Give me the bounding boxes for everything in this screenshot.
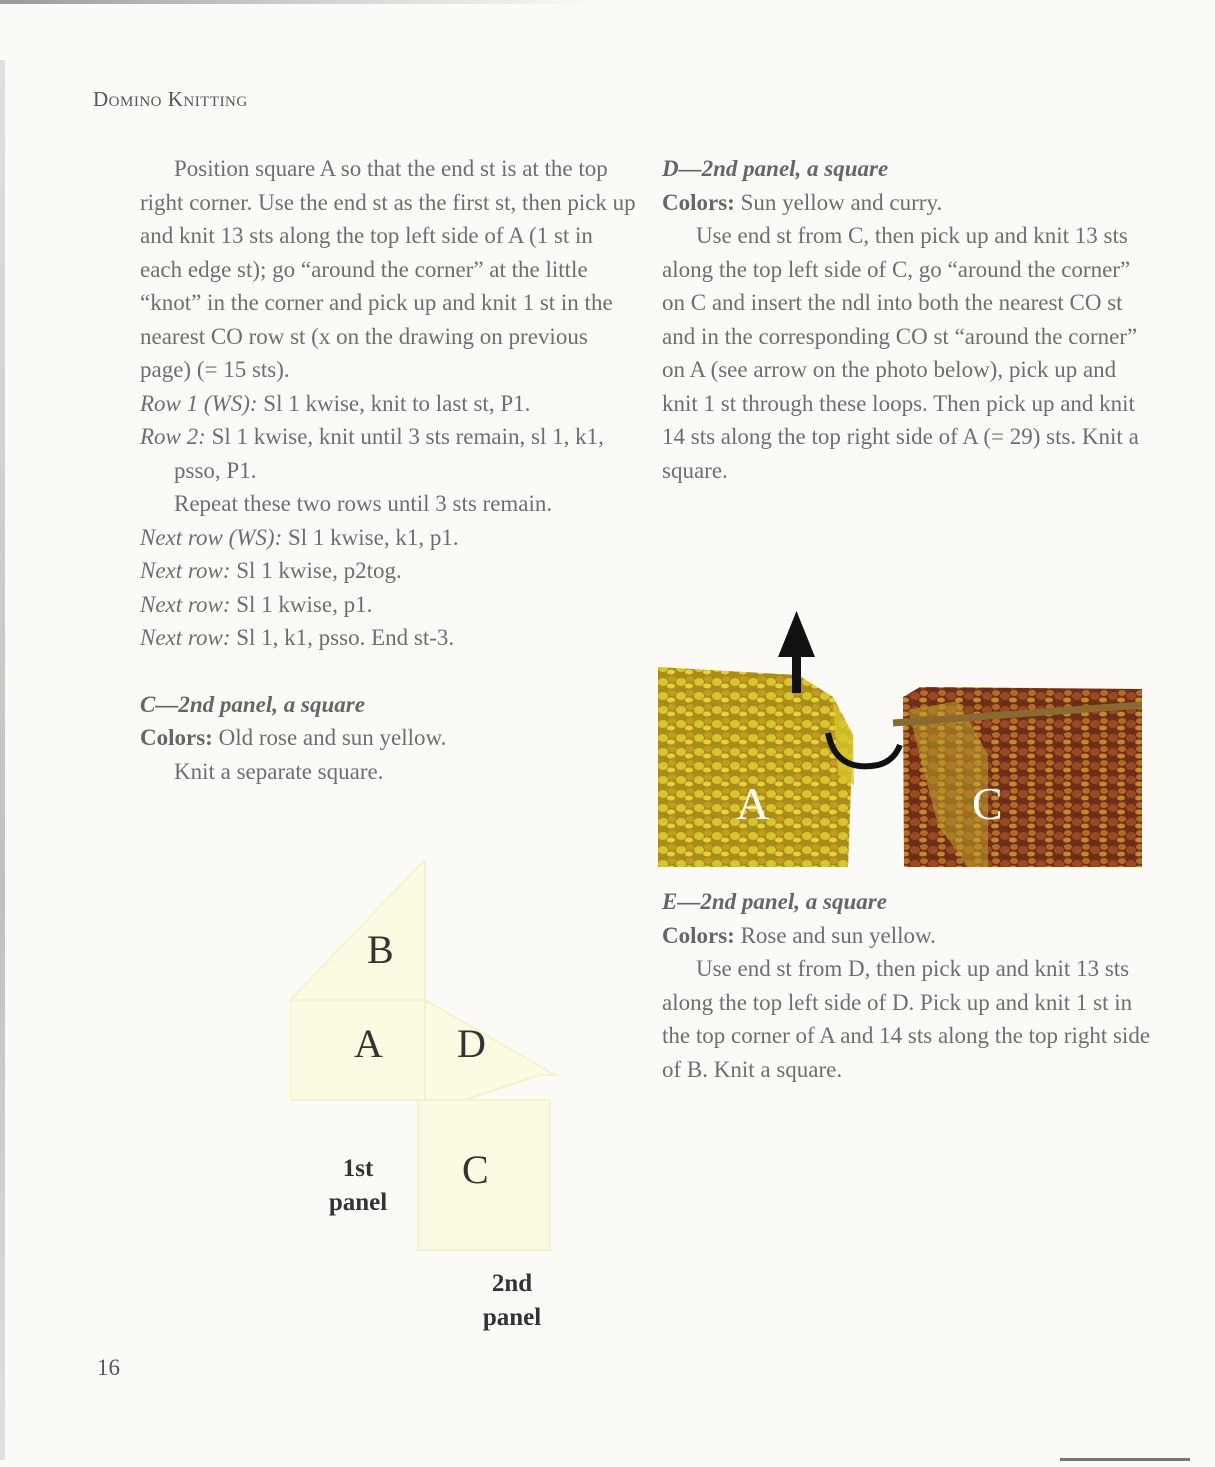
next-row-1 [140, 521, 640, 555]
right-column [662, 152, 1152, 487]
section-d-colors [662, 186, 1152, 220]
diagram-label-a: A [354, 1021, 383, 1066]
diagram-label-d: D [457, 1021, 486, 1066]
next-row-2 [140, 554, 640, 588]
row1-instruction [140, 387, 640, 421]
next-row-3 [140, 588, 640, 622]
section-e-body: Use end st from D, then pick up and knit 13 sts along the top left side of D. Pick up and knit 1 st in the top corner of A and 14 sts along the top right side of B. Knit a square. [662, 956, 1151, 1082]
section-e-colors [662, 919, 1152, 953]
section-d-colors-label: Colors: [662, 189, 735, 215]
row2-label: Row 2: [140, 424, 206, 449]
section-c-heading: C—2nd panel, a square [140, 691, 365, 717]
repeat-instruction: Repeat these two rows until 3 sts remain. [174, 491, 553, 516]
photo-label-c: C [972, 778, 1003, 829]
section-c-colors [140, 721, 640, 755]
row2-instruction [140, 420, 640, 487]
first-panel-line1: 1st [342, 1155, 374, 1182]
section-c-colors-text: Old rose and sun yellow. [212, 725, 447, 750]
second-panel-label [472, 1267, 552, 1335]
first-panel-line2: panel [328, 1189, 388, 1216]
first-panel-label [318, 1152, 398, 1220]
diagram-shapes [290, 860, 610, 1340]
next-row-1-text: Sl 1 kwise, k1, p1. [282, 524, 459, 550]
second-panel-line1: 2nd [491, 1270, 533, 1297]
diagram-label-b: B [367, 927, 394, 972]
next-row-3-label: Next row: [140, 591, 231, 617]
second-panel-line2: panel [482, 1304, 542, 1331]
page-number: 16 [97, 1355, 120, 1380]
next-row-2-text: Sl 1 kwise, p2tog. [230, 558, 402, 583]
diagram-label-c: C [462, 1147, 489, 1192]
section-c-body: Knit a separate square. [174, 758, 384, 784]
knitting-photo [658, 605, 1142, 868]
section-e-heading: E—2nd panel, a square [662, 889, 887, 914]
section-e-colors-label: Colors: [662, 922, 735, 948]
section-d-colors-text: Sun yellow and curry. [734, 189, 943, 215]
left-column [140, 152, 640, 788]
row1-text: Sl 1 kwise, knit to last st, P1. [257, 390, 531, 416]
right-column-lower [662, 885, 1152, 1086]
running-head: Domino Knitting [93, 87, 248, 111]
intro-paragraph: Position square A so that the end st is at the top right corner. Use the end st as the first st, then pick up and knit 13 sts along the top left side of A (1 st in each edge st); go “around the corner” at the little “knot” in the corner and pick up and knit 1 st in the nearest CO row st (x on the drawing on previous page) (= 15 sts). [140, 156, 636, 382]
domino-diagram [290, 860, 610, 1340]
scan-edge-bottom [1060, 1458, 1190, 1461]
section-c-colors-label: Colors: [140, 725, 213, 750]
next-row-4 [140, 621, 640, 655]
spacer [140, 655, 640, 688]
section-e-colors-text: Rose and sun yellow. [734, 922, 936, 948]
next-row-3-text: Sl 1 kwise, p1. [230, 591, 373, 617]
section-d-body: Use end st from C, then pick up and knit 13 sts along the top left side of C, go “around the corner” on C and insert the ndl into both the nearest CO st and in the corresponding CO st “around the corner” on A (see arrow on the photo below), pick up and knit 1 st through these loops. Then pick up and knit 14 sts along the top right side of A (= 29) sts. Knit a square. [662, 223, 1139, 483]
next-row-4-text: Sl 1, k1, psso. End st-3. [230, 625, 455, 650]
scan-edge-left [0, 60, 5, 1460]
next-row-4-label: Next row: [140, 625, 231, 650]
knitting-photo-svg [658, 605, 1142, 868]
row1-label: Row 1 (WS): [140, 390, 258, 416]
row2-text: Sl 1 kwise, knit until 3 sts remain, sl 1, k1, psso, P1. [174, 424, 604, 483]
next-row-1-label: Next row (WS): [140, 524, 283, 550]
photo-label-a: A [736, 778, 770, 829]
scan-edge-top [0, 0, 600, 4]
section-d-heading: D—2nd panel, a square [662, 156, 889, 181]
next-row-2-label: Next row: [140, 558, 231, 583]
